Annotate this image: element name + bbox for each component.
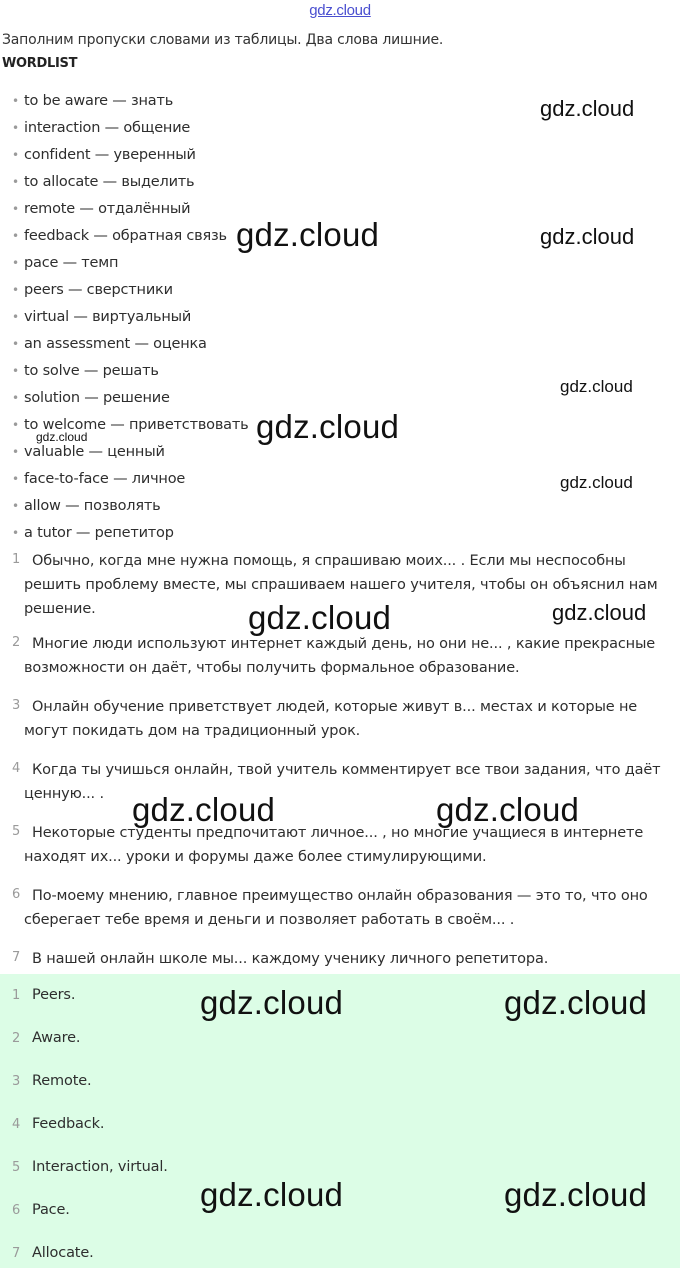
watermark: gdz.cloud — [256, 408, 400, 445]
wordlist-item-text: face-to-face — личное — [24, 471, 186, 487]
watermark: gdz.cloud — [132, 791, 276, 828]
answer-text: Pace. — [32, 1202, 70, 1218]
bullet-icon: • — [12, 499, 19, 513]
wordlist-item — [12, 495, 248, 522]
answer-item — [12, 1068, 92, 1092]
wordlist-item-text: remote — отдалённый — [24, 201, 191, 217]
answer-number: 4 — [12, 1117, 21, 1132]
wordlist-item — [12, 144, 248, 171]
wordlist-item-text: confident — уверенный — [24, 147, 196, 163]
wordlist-item-text: peers — сверстники — [24, 282, 173, 298]
wordlist-item-text: interaction — общение — [24, 120, 191, 136]
question-text: Обычно, когда мне нужна помощь, я спрашиваю моих... . Если мы неспособны решить проблему вместе, мы спрашиваем нашего учителя, чтобы он объяснил нам решение. — [24, 553, 658, 617]
question-text: Когда ты учишься онлайн, твой учитель комментирует все твои задания, что даёт ценную... . — [24, 762, 661, 802]
answer-number: 5 — [12, 1160, 21, 1175]
site-link[interactable]: gdz.cloud — [309, 2, 371, 19]
wordlist-item — [12, 522, 248, 549]
question-item — [12, 549, 678, 621]
answer-item — [12, 1240, 94, 1264]
question-item — [12, 947, 678, 971]
wordlist-item — [12, 333, 248, 360]
watermark: gdz.cloud — [200, 1176, 344, 1213]
wordlist-item — [12, 360, 248, 387]
question-number: 6 — [12, 887, 21, 902]
bullet-icon: • — [12, 310, 19, 324]
watermark: gdz.cloud — [540, 224, 635, 249]
question-item — [12, 632, 678, 680]
question-item — [12, 821, 678, 869]
wordlist-item-text: to be aware — знать — [24, 93, 174, 109]
bullet-icon: • — [12, 391, 19, 405]
question-text: По-моему мнению, главное преимущество онлайн образования — это то, что оно сберегает тебе время и деньги и позволяет работать в своём... . — [24, 888, 648, 928]
bullet-icon: • — [12, 418, 19, 432]
wordlist-item — [12, 441, 248, 468]
wordlist-item — [12, 90, 248, 117]
question-item — [12, 695, 678, 743]
wordlist-item — [12, 414, 248, 441]
bullet-icon: • — [12, 94, 19, 108]
watermark: gdz.cloud — [560, 473, 633, 492]
wordlist-item-text: solution — решение — [24, 390, 170, 406]
wordlist-heading: WORDLIST — [2, 56, 78, 71]
wordlist-item — [12, 225, 248, 252]
answer-item — [12, 1111, 104, 1135]
wordlist-item — [12, 198, 248, 225]
watermark: gdz.cloud — [200, 984, 344, 1021]
bullet-icon: • — [12, 472, 19, 486]
answer-text: Feedback. — [32, 1116, 105, 1132]
answer-number: 7 — [12, 1246, 21, 1261]
wordlist-item — [12, 387, 248, 414]
question-text: Онлайн обучение приветствует людей, которые живут в... местах и которые не могут покидать дом на традиционный урок. — [24, 699, 638, 739]
wordlist-item-text: feedback — обратная связь — [24, 228, 227, 244]
bullet-icon: • — [12, 202, 19, 216]
wordlist — [12, 90, 248, 549]
wordlist-item-text: to welcome — приветствовать — [24, 417, 249, 433]
question-text: Некоторые студенты предпочитают личное... , но многие учащиеся в интернете находят их... уроки и форумы даже более стимулирующими. — [24, 825, 644, 865]
answer-number: 2 — [12, 1031, 21, 1046]
answer-text: Aware. — [32, 1030, 81, 1046]
watermark: gdz.cloud — [540, 96, 635, 121]
wordlist-item — [12, 252, 248, 279]
watermark: gdz.cloud — [236, 216, 380, 253]
wordlist-item-text: valuable — ценный — [24, 444, 165, 460]
answer-item — [12, 1154, 168, 1178]
answer-item — [12, 1025, 80, 1049]
wordlist-item-text: an assessment — оценка — [24, 336, 207, 352]
wordlist-item — [12, 117, 248, 144]
wordlist-item-text: virtual — виртуальный — [24, 309, 192, 325]
bullet-icon: • — [12, 364, 19, 378]
watermark: gdz.cloud — [248, 599, 392, 636]
question-text: Многие люди используют интернет каждый день, но они не... , какие прекрасные возможности он даёт, чтобы получить формальное образование. — [24, 636, 656, 676]
answers-panel — [0, 974, 680, 1268]
bullet-icon: • — [12, 337, 19, 351]
watermark: gdz.cloud — [504, 1176, 648, 1213]
bullet-icon: • — [12, 256, 19, 270]
question-number: 1 — [12, 552, 21, 567]
bullet-icon: • — [12, 445, 19, 459]
answer-text: Allocate. — [32, 1245, 94, 1261]
question-number: 4 — [12, 761, 21, 776]
task-instruction: Заполним пропуски словами из таблицы. Два слова лишние. — [2, 32, 444, 48]
wordlist-item — [12, 306, 248, 333]
wordlist-item-text: to allocate — выделить — [24, 174, 195, 190]
watermark: gdz.cloud — [560, 377, 633, 396]
bullet-icon: • — [12, 148, 19, 162]
answer-text: Interaction, virtual. — [32, 1159, 168, 1175]
watermark: gdz.cloud — [436, 791, 580, 828]
answer-number: 3 — [12, 1074, 21, 1089]
watermark: gdz.cloud — [504, 984, 648, 1021]
answer-number: 6 — [12, 1203, 21, 1218]
question-number: 5 — [12, 824, 21, 839]
wordlist-item-text: a tutor — репетитор — [24, 525, 174, 541]
bullet-icon: • — [12, 175, 19, 189]
wordlist-item — [12, 279, 248, 306]
answer-number: 1 — [12, 988, 21, 1003]
answer-item — [12, 1197, 70, 1221]
question-number: 7 — [12, 950, 21, 965]
bullet-icon: • — [12, 526, 19, 540]
answer-text: Peers. — [32, 987, 76, 1003]
question-number: 3 — [12, 698, 21, 713]
wordlist-item-text: pace — темп — [24, 255, 119, 271]
question-item — [12, 884, 678, 932]
bullet-icon: • — [12, 229, 19, 243]
watermark: gdz.cloud — [36, 430, 88, 444]
wordlist-item-text: to solve — решать — [24, 363, 159, 379]
question-number: 2 — [12, 635, 21, 650]
wordlist-item — [12, 468, 248, 495]
wordlist-item-text: allow — позволять — [24, 498, 161, 514]
question-text: В нашей онлайн школе мы... каждому ученику личного репетитора. — [32, 951, 549, 967]
watermark: gdz.cloud — [552, 600, 647, 625]
question-item — [12, 758, 678, 806]
bullet-icon: • — [12, 283, 19, 297]
wordlist-item — [12, 171, 248, 198]
answer-item — [12, 982, 75, 1006]
bullet-icon: • — [12, 121, 19, 135]
answer-text: Remote. — [32, 1073, 92, 1089]
